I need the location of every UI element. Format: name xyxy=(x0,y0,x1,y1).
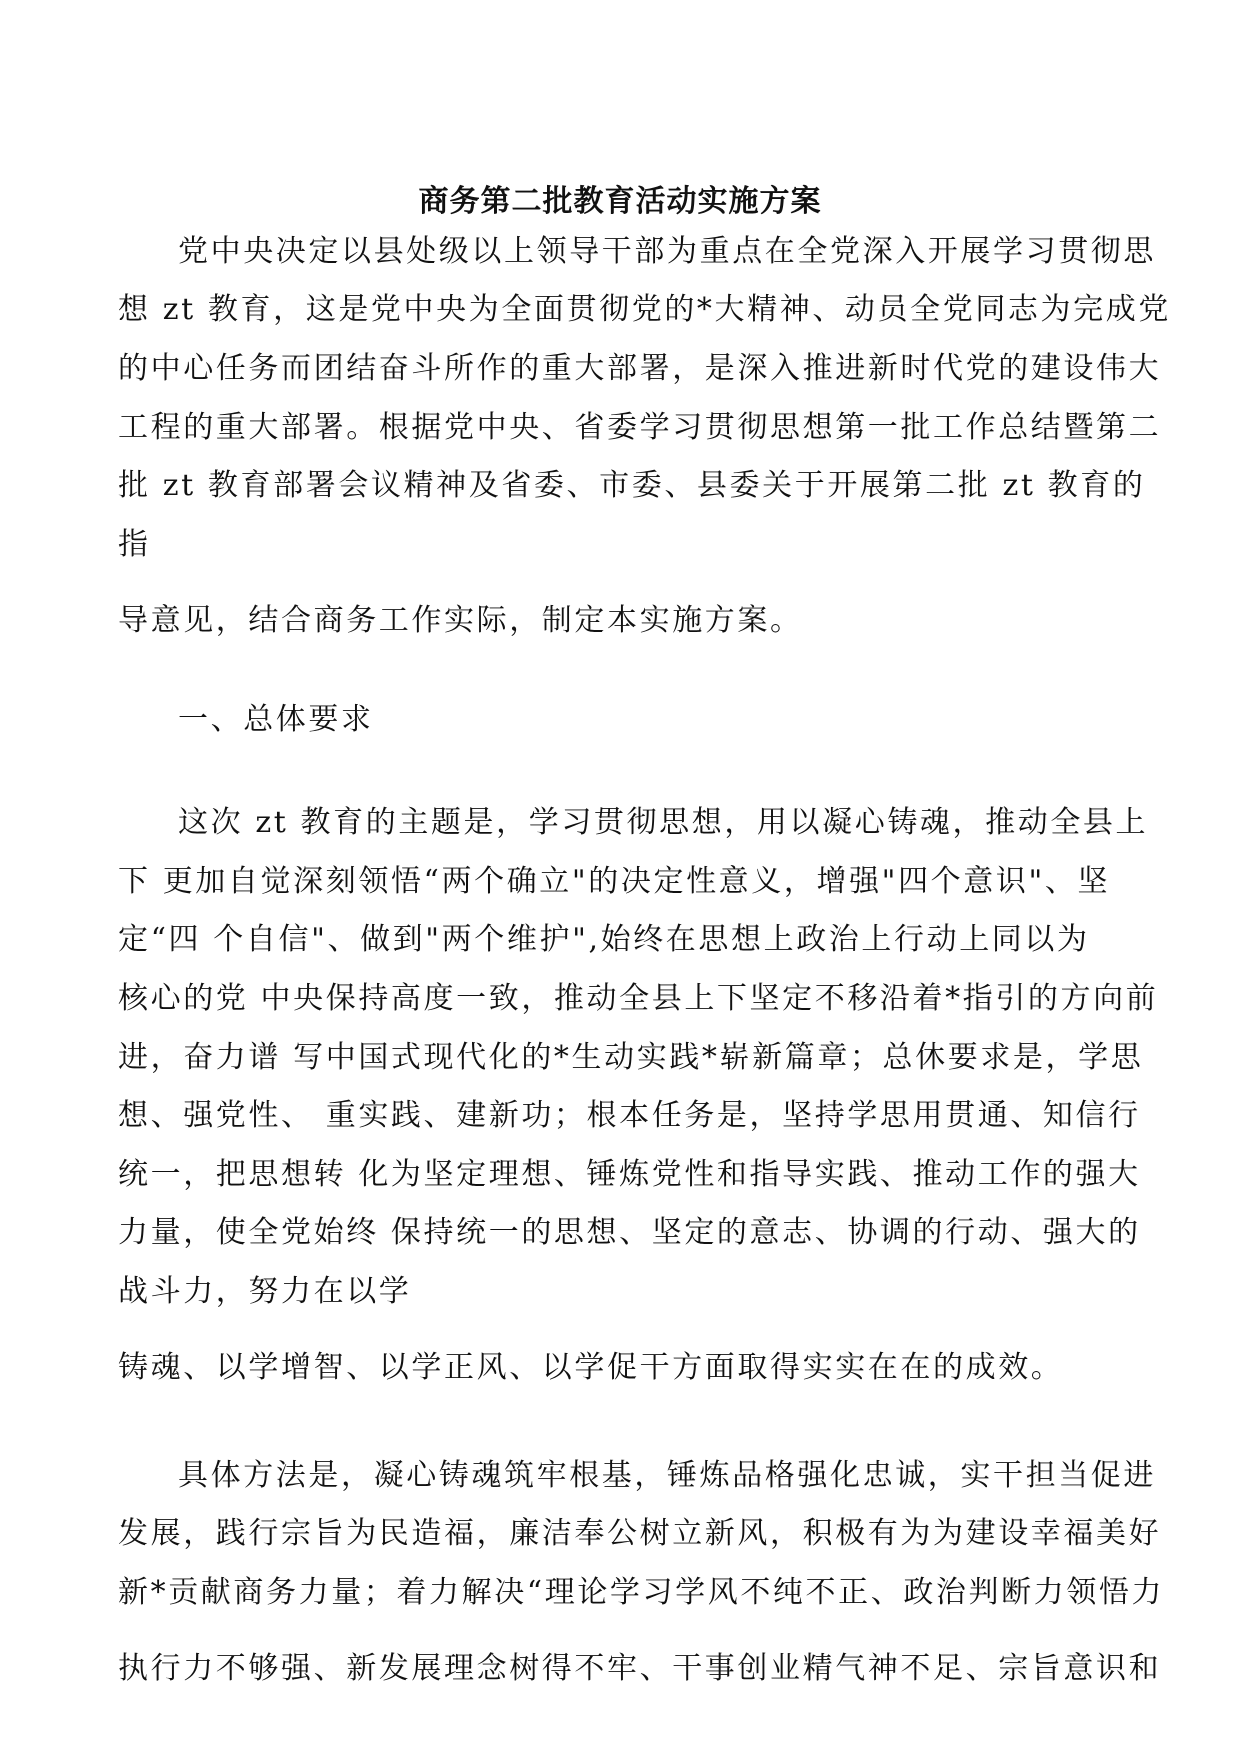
text-line: 想 zt 教育，这是党中央为全面贯彻党的*大精神、动员全党同志为完成党 xyxy=(118,292,1171,327)
text-line: 指 xyxy=(118,527,151,562)
text-line: 这次 zt 教育的主题是，学习贯彻思想，用以凝心铸魂，推动全县上 xyxy=(178,805,1149,840)
document-title: 商务第二批教育活动实施方案 xyxy=(418,184,822,219)
text-line: 战斗力，努力在以学 xyxy=(118,1274,412,1309)
text-line: 批 zt 教育部署会议精神及省委、市委、县委关于开展第二批 zt 教育的 xyxy=(118,468,1146,503)
text-line: 执行力不够强、新发展理念树得不牢、干事创业精气神不足、宗旨意识和 xyxy=(118,1651,1162,1686)
text-line: 想、强党性、 重实践、建新功；根本任务是，坚持学思用贯通、知信行 xyxy=(118,1098,1141,1133)
text-line: 党中央决定以县处级以上领导干部为重点在全党深入开展学习贯彻思 xyxy=(178,234,1156,269)
text-line: 力量，使全党始终 保持统一的思想、坚定的意志、协调的行动、强大的 xyxy=(118,1215,1141,1250)
text-line: 的中心任务而团结奋斗所作的重大部署，是深入推进新时代党的建设伟大 xyxy=(118,351,1162,386)
text-line: 发展，践行宗旨为民造福，廉洁奉公树立新风，积极有为为建设幸福美好 xyxy=(118,1516,1162,1551)
text-line: 统一，把思想转 化为坚定理想、锤炼党性和指导实践、推动工作的强大 xyxy=(118,1157,1141,1192)
text-line: 工程的重大部署。根据党中央、省委学习贯彻思想第一批工作总结暨第二 xyxy=(118,410,1162,445)
text-line: 铸魂、以学增智、以学正风、以学促干方面取得实实在在的成效。 xyxy=(118,1350,1064,1385)
text-line: 定“四 个自信"、做到"两个维护",始终在思想上政治上行动上同以为 xyxy=(118,922,1090,957)
section-heading: 一、总体要求 xyxy=(178,702,374,737)
text-line: 新*贡献商务力量；着力解决“理论学习学风不纯不正、政治判断力领悟力 xyxy=(118,1575,1165,1610)
text-line: 进，奋力谱 写中国式现代化的*生动实践*崭新篇章；总休要求是，学思 xyxy=(118,1040,1144,1075)
text-line: 具体方法是，凝心铸魂筑牢根基，锤炼品格强化忠诚，实干担当促进 xyxy=(178,1458,1156,1493)
text-line: 核心的党 中央保持高度一致，推动全县上下坚定不移沿着*指引的方向前 xyxy=(118,981,1159,1016)
text-line: 导意见，结合商务工作实际，制定本实施方案。 xyxy=(118,603,803,638)
text-line: 下 更加自觉深刻领悟“两个确立"的决定性意义，增强"四个意识"、坚 xyxy=(118,864,1111,899)
